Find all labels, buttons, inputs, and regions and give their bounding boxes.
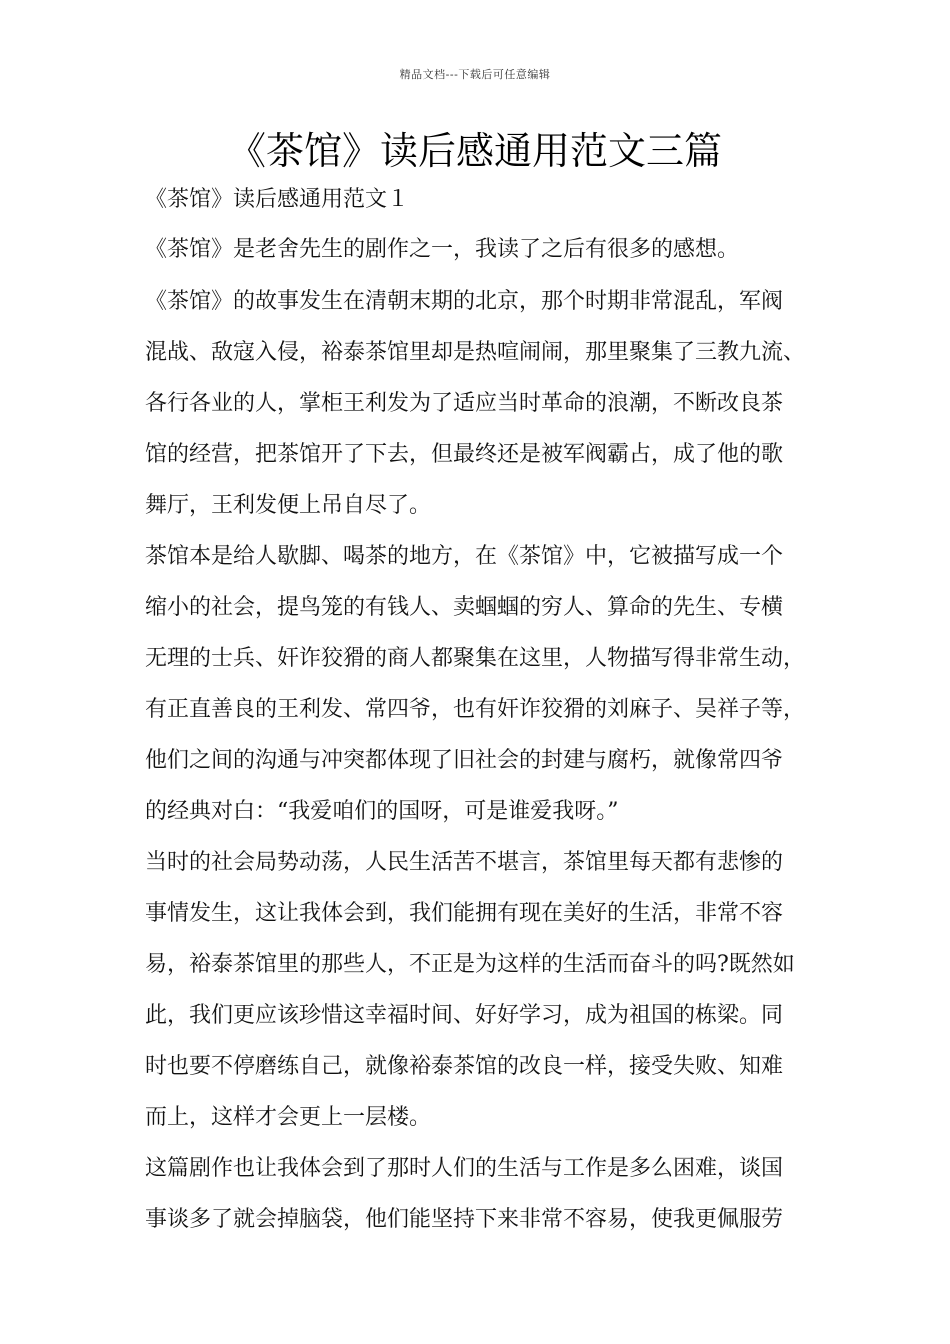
header-note: 精品文档---下载后可任意编辑 [399, 68, 551, 81]
document-body [145, 182, 825, 1238]
paragraph-line: 舞厅，王利发便上吊自尽了。 [145, 493, 432, 518]
paragraph-line: 此，我们更应该珍惜这幸福时间、好好学习，成为祖国的栋梁。同 [145, 1003, 784, 1028]
paragraph-line: 而上，这样才会更上一层楼。 [145, 1105, 432, 1130]
paragraph-line: 时也要不停磨练自己，就像裕泰茶馆的改良一样，接受失败、知难 [145, 1054, 784, 1079]
paragraph-line: 事谈多了就会掉脑袋，他们能坚持下来非常不容易，使我更佩服劳 [145, 1207, 784, 1232]
paragraph-line: 《茶馆》是老舍先生的剧作之一，我读了之后有很多的感想。 [145, 237, 740, 262]
paragraph-line: 茶馆本是给人歇脚、喝茶的地方，在《茶馆》中，它被描写成一个 [145, 544, 784, 569]
paragraph-line: 易，裕泰茶馆里的那些人，不正是为这样的生活而奋斗的吗?既然如 [145, 952, 795, 977]
paragraph-line: 《茶馆》的故事发生在清朝末期的北京，那个时期非常混乱，军阀 [145, 289, 784, 314]
paragraph-line: 馆的经营，把茶馆开了下去，但最终还是被军阀霸占，成了他的歌 [145, 442, 784, 467]
paragraph-line: 这篇剧作也让我体会到了那时人们的生活与工作是多么困难，谈国 [145, 1156, 784, 1181]
paragraph-line: 缩小的社会，提鸟笼的有钱人、卖蝈蝈的穷人、算命的先生、专横 [145, 595, 784, 620]
subtitle-line: 《茶馆》读后感通用范文１ [145, 187, 410, 212]
document-title: 《茶馆》读后感通用范文三篇 [227, 129, 722, 173]
paragraph-line: 无理的士兵、奸诈狡猾的商人都聚集在这里，人物描写得非常生动， [145, 646, 806, 671]
paragraph-line: 有正直善良的王利发、常四爷，也有奸诈狡猾的刘麻子、吴祥子等， [145, 697, 806, 722]
paragraph-line: 当时的社会局势动荡，人民生活苦不堪言，茶馆里每天都有悲惨的 [145, 850, 784, 875]
paragraph-line: 的经典对白：“我爱咱们的国呀，可是谁爱我呀。” [145, 799, 619, 824]
paragraph-line: 事情发生，这让我体会到，我们能拥有现在美好的生活，非常不容 [145, 901, 784, 926]
paragraph-line: 各行各业的人，掌柜王利发为了适应当时革命的浪潮，不断改良茶 [145, 391, 784, 416]
paragraph-line: 混战、敌寇入侵，裕泰茶馆里却是热喧闹闹，那里聚集了三教九流、 [145, 340, 806, 365]
paragraph-line: 他们之间的沟通与冲突都体现了旧社会的封建与腐朽，就像常四爷 [145, 748, 784, 773]
